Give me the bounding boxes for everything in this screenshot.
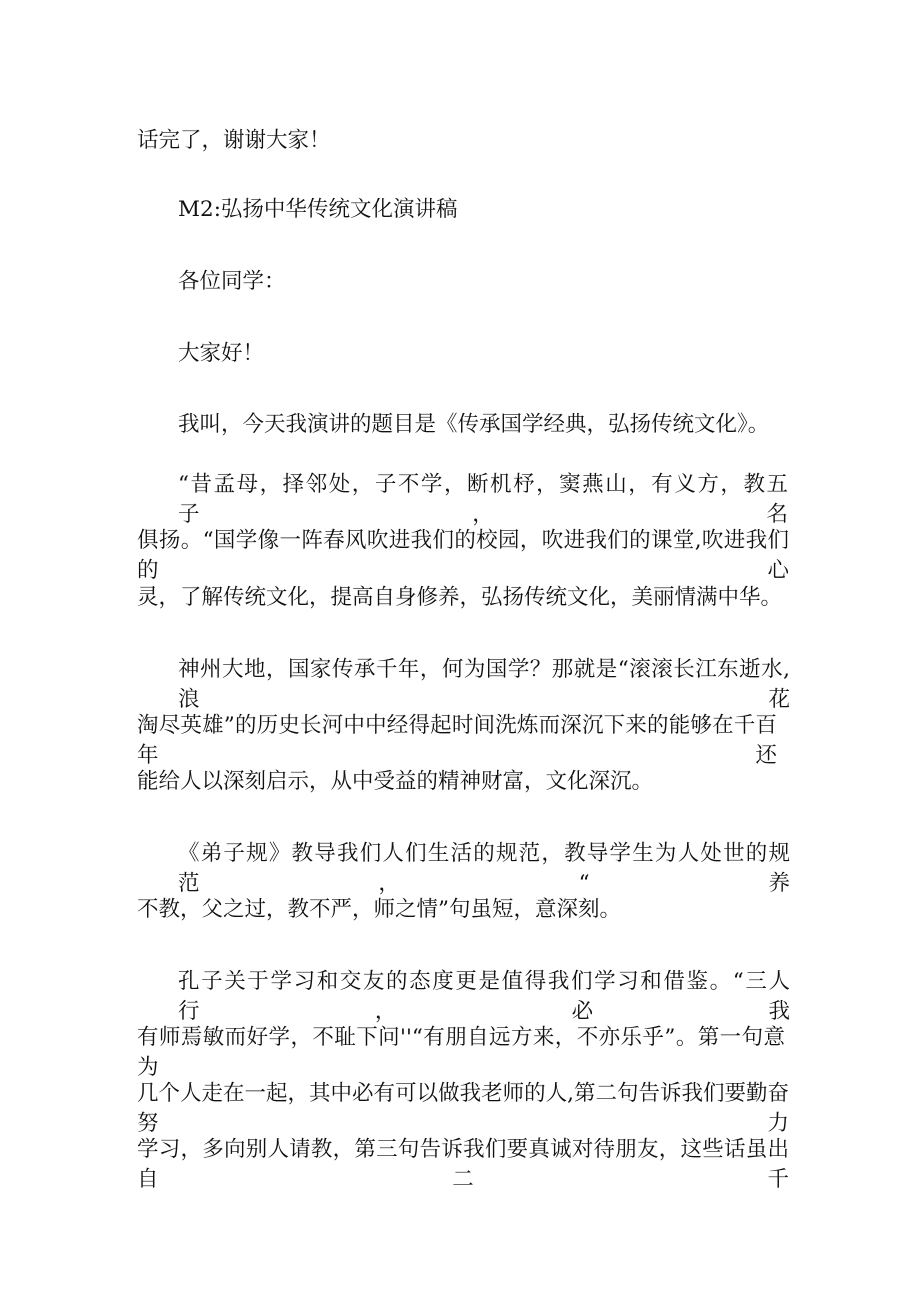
- paragraph-1-line-1: “昔孟母，择邻处，子不学，断机杼，窦燕山，有义方，教五子，名: [178, 472, 788, 527]
- paragraph-3-line-1: 《弟子规》教导我们人们生活的规范，教导学生为人处世的规范，“养: [178, 841, 790, 896]
- paragraph-2-line-1: 神州大地，国家传承千年，何为国学？那就是“滚滚长江东逝水,浪花: [178, 657, 790, 712]
- paragraph-3-line-2: 不教，父之过，教不严，师之情”句虽短，意深刻。: [137, 897, 621, 922]
- salutation: 各位同学：: [178, 269, 286, 294]
- paragraph-4-line-4: 学习，多向别人请教，第三句告诉我们要真诚对待朋友，这些话虽出自二千: [137, 1137, 789, 1192]
- paragraph-4-line-3: 几个人走在一起，其中必有可以做我老师的人,第二句告诉我们要勤奋努力: [137, 1081, 789, 1136]
- greeting: 大家好！: [178, 341, 265, 366]
- paragraph-4-line-1: 孔子关于学习和交友的态度更是值得我们学习和借鉴。“三人行，必我: [178, 969, 790, 1024]
- paragraph-2-line-3: 能给人以深刻启示，从中受益的精神财富，文化深沉。: [137, 769, 654, 794]
- paragraph-4-line-2: 有师焉敏而好学，不耻下问''“有朋自远方来，不亦乐乎”。第一句意为: [137, 1025, 785, 1080]
- section-title: M2:弘扬中华传统文化演讲稿: [178, 197, 458, 222]
- paragraph-2-line-2: 淘尽英雄”的历史长河中中经得起时间洗炼而深沉下来的能够在千百年还: [137, 713, 777, 768]
- intro-paragraph: 我叫，今天我演讲的题目是《传承国学经典，弘扬传统文化》。: [178, 412, 770, 437]
- paragraph-1-line-3: 灵，了解传统文化，提高自身修养，弘扬传统文化，美丽情满中华。: [137, 585, 783, 610]
- paragraph-1-line-2: 俱扬。“国学像一阵春风吹进我们的校园，吹进我们的课堂,吹进我们的心: [137, 528, 789, 583]
- closing-line: 话完了，谢谢大家！: [137, 128, 331, 153]
